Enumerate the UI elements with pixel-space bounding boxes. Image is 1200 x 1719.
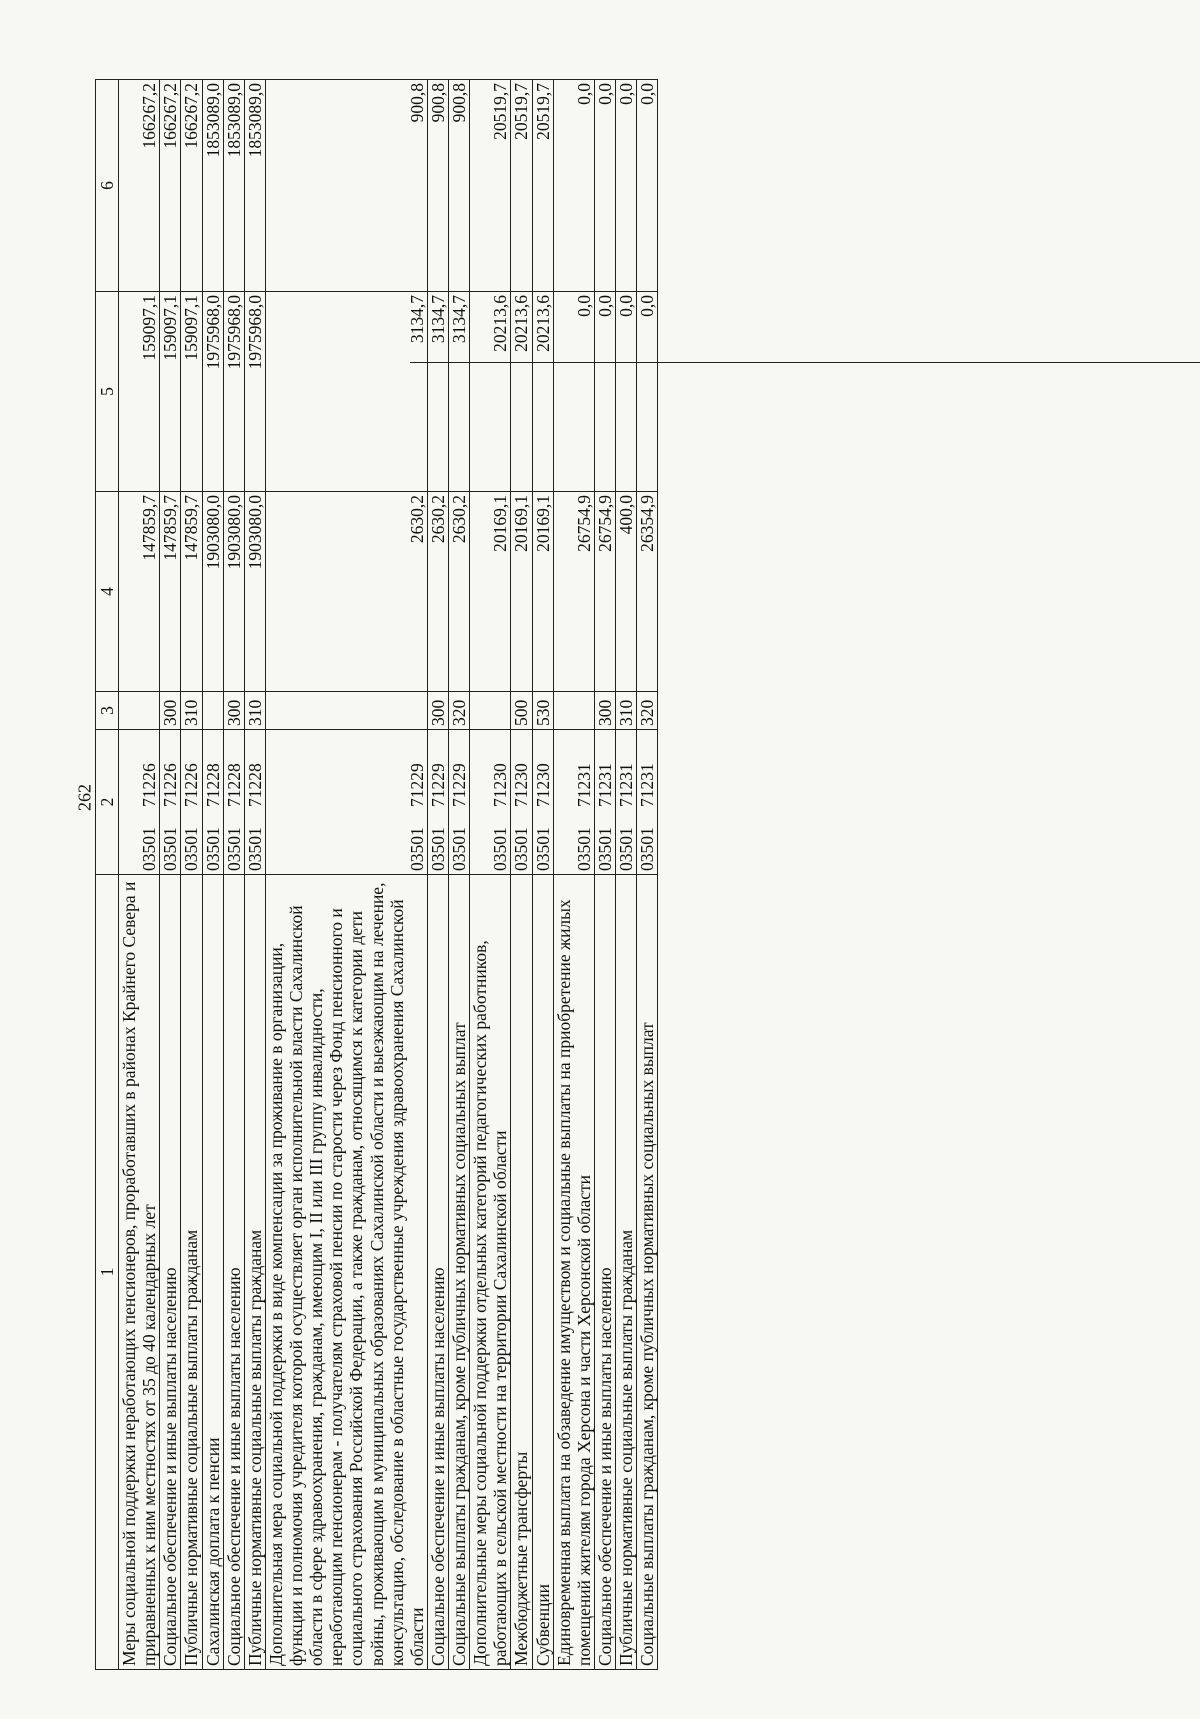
row-type: 310: [181, 692, 202, 730]
row-value-col5: 20213,6: [470, 292, 511, 492]
row-value-col6: 900,8: [427, 80, 448, 292]
row-value-col6: 166267,2: [181, 80, 202, 292]
table-row: [594, 80, 615, 1670]
row-type: 310: [616, 692, 637, 730]
row-code: [265, 730, 427, 875]
row-code-article: 71231: [637, 763, 658, 807]
row-code-article: 71231: [616, 763, 636, 807]
row-value-col4: 1903080,0: [223, 492, 244, 692]
row-value-col6: 20519,7: [470, 80, 511, 292]
row-code: [223, 730, 244, 875]
table-row: [181, 80, 202, 1670]
row-value-col4: 147859,7: [181, 492, 202, 692]
row-value-col5: 159097,1: [160, 292, 181, 492]
row-code-section: 03501: [490, 827, 511, 871]
row-value-col6: 900,8: [449, 80, 470, 292]
row-code-section: 03501: [449, 827, 469, 871]
table-row: [223, 80, 244, 1670]
row-value-col6: 1853089,0: [223, 80, 244, 292]
row-name: Социальное обеспечение и иные выплаты населению: [223, 875, 244, 1670]
row-name: Субвенции: [532, 875, 553, 1670]
row-value-col5: 1975968,0: [202, 292, 223, 492]
row-value-col4: 20169,1: [470, 492, 511, 692]
row-code-article: 71229: [406, 763, 427, 807]
row-code: [427, 730, 448, 875]
row-code: [119, 730, 160, 875]
row-name: Социальные выплаты гражданам, кроме публичных нормативных социальных выплат: [449, 875, 470, 1670]
row-code-article: 71229: [427, 763, 448, 807]
row-code: [532, 730, 553, 875]
row-code-section: 03501: [532, 827, 553, 871]
row-code-section: 03501: [594, 827, 615, 871]
row-value-col5: 159097,1: [119, 292, 160, 492]
header-col-3: 3: [96, 692, 119, 730]
row-type: 300: [594, 692, 615, 730]
row-type: 320: [449, 692, 470, 730]
row-type: 310: [244, 692, 265, 730]
table-row: [160, 80, 181, 1670]
row-code: [449, 730, 470, 875]
budget-table: [95, 79, 658, 1670]
row-value-col4: 400,0: [616, 492, 637, 692]
header-row: [96, 80, 119, 1670]
page-number: 262: [74, 784, 95, 811]
table-row: [265, 80, 427, 1670]
row-type: [470, 692, 511, 730]
row-name: Социальное обеспечение и иные выплаты населению: [160, 875, 181, 1670]
header-col-6: 6: [96, 80, 119, 292]
table-row: [637, 80, 658, 1670]
row-value-col4: 2630,2: [427, 492, 448, 692]
table-row: [470, 80, 511, 1670]
row-name: Дополнительные меры социальной поддержки отдельных категорий педагогических работников, работающих в сельской местности на территории Сахалинской области: [470, 875, 511, 1670]
budget-table-rotated: [95, 80, 1105, 1670]
table-row: [244, 80, 265, 1670]
row-value-col6: 0,0: [616, 80, 637, 292]
table-row: [427, 80, 448, 1670]
row-value-col4: 147859,7: [160, 492, 181, 692]
row-value-col5: 159097,1: [181, 292, 202, 492]
table-row: [553, 80, 594, 1670]
row-name: Социальное обеспечение и иные выплаты населению: [594, 875, 615, 1670]
row-value-col4: 20169,1: [532, 492, 553, 692]
row-value-col5: 20213,6: [532, 292, 553, 492]
table-body: [119, 80, 658, 1670]
row-name: Социальные выплаты гражданам, кроме публичных нормативных социальных выплат: [637, 875, 658, 1670]
row-code-section: 03501: [223, 827, 244, 871]
row-value-col4: 26754,9: [553, 492, 594, 692]
row-value-col4: 2630,2: [265, 492, 427, 692]
row-value-col5: 1975968,0: [244, 292, 265, 492]
row-name: Межбюджетные трансферты: [511, 875, 532, 1670]
row-value-col4: 26354,9: [637, 492, 658, 692]
row-type: [119, 692, 160, 730]
table-row: [449, 80, 470, 1670]
row-value-col6: 166267,2: [160, 80, 181, 292]
row-code-article: 71228: [202, 763, 223, 807]
row-value-col6: 20519,7: [511, 80, 532, 292]
row-code: [202, 730, 223, 875]
row-code-section: 03501: [511, 827, 532, 871]
row-code-section: 03501: [139, 827, 160, 871]
row-type: 300: [160, 692, 181, 730]
row-value-col5: 3134,7: [449, 292, 470, 492]
row-type: [202, 692, 223, 730]
row-value-col5: 20213,6: [511, 292, 532, 492]
row-code-article: 71228: [223, 763, 244, 807]
row-code-section: 03501: [427, 827, 448, 871]
row-code-article: 71226: [160, 763, 181, 807]
row-code: [181, 730, 202, 875]
row-value-col4: 26754,9: [594, 492, 615, 692]
row-code-article: 71226: [139, 763, 160, 807]
row-code: [637, 730, 658, 875]
row-value-col6: 0,0: [553, 80, 594, 292]
row-code-article: 71228: [244, 763, 265, 807]
row-code-article: 71226: [181, 763, 202, 807]
table-row: [511, 80, 532, 1670]
row-code-section: 03501: [637, 827, 658, 871]
header-col-4: 4: [96, 492, 119, 692]
row-name: Публичные нормативные социальные выплаты гражданам: [181, 875, 202, 1670]
row-code: [244, 730, 265, 875]
row-value-col6: 1853089,0: [244, 80, 265, 292]
row-type: [265, 692, 427, 730]
row-code: [553, 730, 594, 875]
row-value-col4: 20169,1: [511, 492, 532, 692]
row-type: 320: [637, 692, 658, 730]
table-row: [532, 80, 553, 1670]
row-value-col4: 147859,7: [119, 492, 160, 692]
row-code-section: 03501: [181, 827, 202, 871]
header-col-5: 5: [96, 292, 119, 492]
row-code: [594, 730, 615, 875]
header-col-2: 2: [96, 730, 119, 875]
row-value-col5: 3134,7: [427, 292, 448, 492]
row-code-article: 71229: [449, 763, 469, 807]
row-value-col6: 900,8: [265, 80, 427, 292]
row-name: Сахалинская доплата к пенсии: [202, 875, 223, 1670]
row-value-col6: 0,0: [637, 80, 658, 292]
row-value-col4: 1903080,0: [202, 492, 223, 692]
row-value-col6: 20519,7: [532, 80, 553, 292]
row-value-col6: 0,0: [594, 80, 615, 292]
row-value-col5: 0,0: [637, 292, 658, 492]
row-code-article: 71230: [511, 763, 532, 807]
row-type: 300: [223, 692, 244, 730]
row-code-article: 71230: [532, 763, 553, 807]
row-name: Публичные нормативные социальные выплаты гражданам: [616, 875, 637, 1670]
table-row: [616, 80, 637, 1670]
row-code-section: 03501: [202, 827, 223, 871]
row-code: [616, 730, 637, 875]
row-name: Социальное обеспечение и иные выплаты населению: [427, 875, 448, 1670]
header-col-1: 1: [96, 875, 119, 1670]
row-type: 500: [511, 692, 532, 730]
row-value-col6: 166267,2: [119, 80, 160, 292]
row-code-article: 71230: [490, 763, 511, 807]
row-code: [511, 730, 532, 875]
table-row: [119, 80, 160, 1670]
row-code-section: 03501: [160, 827, 181, 871]
row-type: 300: [427, 692, 448, 730]
row-name: Меры социальной поддержки неработающих пенсионеров, проработавших в районах Крайнего Севера и приравненных к ним местностях от 35 до 40 календарных лет: [119, 875, 160, 1670]
row-value-col5: 0,0: [553, 292, 594, 492]
row-value-col6: 1853089,0: [202, 80, 223, 292]
row-name: Публичные нормативные социальные выплаты гражданам: [244, 875, 265, 1670]
row-code-section: 03501: [406, 827, 427, 871]
row-value-col5: 1975968,0: [223, 292, 244, 492]
row-code-section: 03501: [616, 827, 636, 871]
row-value-col5: 3134,7: [265, 292, 427, 492]
table-row: [202, 80, 223, 1670]
row-code-section: 03501: [573, 827, 594, 871]
row-name: Единовременная выплата на обзаведение имуществом и социальные выплаты на приобретение жилых помещений жителям города Херсона и части Херсонской области: [553, 875, 594, 1670]
row-type: 530: [532, 692, 553, 730]
row-value-col5: 0,0: [594, 292, 615, 492]
row-value-col5: 0,0: [616, 292, 637, 492]
row-code: [160, 730, 181, 875]
row-value-col4: 2630,2: [449, 492, 470, 692]
row-name: Дополнительная мера социальной поддержки в виде компенсации за проживание в организации, функции и полномочия учредителя которой осуществляет орган исполнительной власти Сахалинской области в сфере здравоохранения, гражданам, имеющим I, II или III группу инвалидности, неработающим пенсионерам - получателям страховой пенсии по старости через Фонд пенсионного и социального страхования Российской Федерации, а также гражданам, относящимся к категории дети войны, проживающим в муниципальных образованиях Сахалинской области и выезжающим на лечение, консультацию, обследование в областные государственные учреждения здравоохранения Сахалинской области: [265, 875, 427, 1670]
row-code-article: 71231: [573, 763, 594, 807]
row-code: [470, 730, 511, 875]
row-code-article: 71231: [594, 763, 615, 807]
row-value-col4: 1903080,0: [244, 492, 265, 692]
row-type: [553, 692, 594, 730]
row-code-section: 03501: [244, 827, 265, 871]
